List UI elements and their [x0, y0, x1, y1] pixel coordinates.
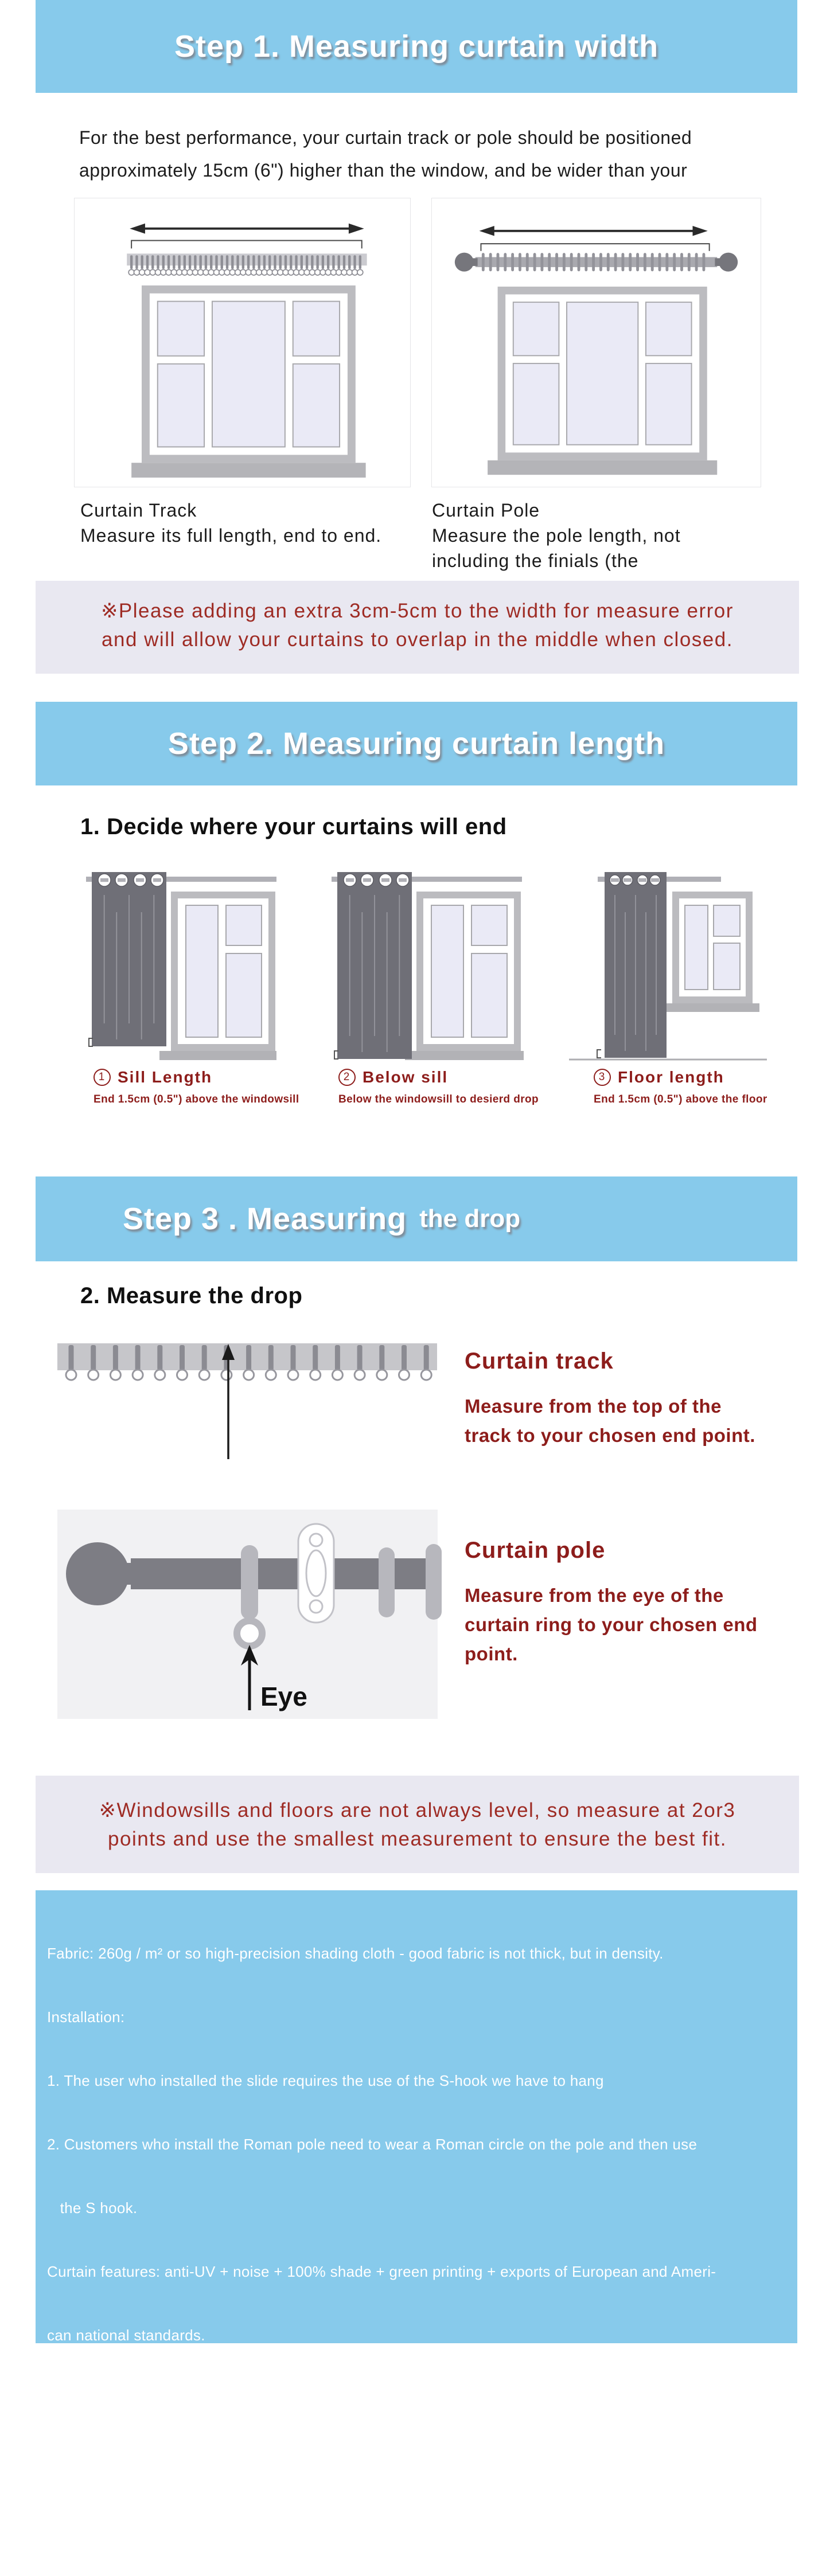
curtain-track-desc: Measure its full length, end to end.: [80, 525, 382, 546]
ring-eye-icon: [237, 1621, 262, 1646]
pole-desc-1: Measure from the eye of the: [465, 1585, 724, 1606]
windowsill: [131, 463, 366, 478]
below-sill-title: 2 Below sill: [338, 1068, 539, 1086]
step2-banner-text: Step 2. Measuring curtain length: [167, 726, 665, 761]
step3-banner-text: Step 3 . Measuring: [123, 1202, 407, 1236]
bracket-screw-top: [310, 1534, 322, 1546]
window-panes: [158, 302, 340, 447]
finial-right-icon: [719, 253, 738, 272]
sill-length-diagram: [86, 869, 278, 1064]
windowsill: [159, 1051, 276, 1060]
width-note-line-2: and will allow your curtains to overlap in the middle when closed.: [102, 628, 733, 651]
windowsill: [488, 460, 717, 475]
intro-line-2: approximately 15cm (6") higher than the window, and be wider than your: [79, 160, 688, 181]
info-fabric: Fabric: 260g / m² or so high-precision shading cloth - good fabric is not thick, but in density.: [47, 1945, 664, 1962]
end-point-bracket: [597, 1050, 601, 1058]
curtain-track-title: Curtain Track: [80, 500, 197, 521]
curtain-ring: [241, 1545, 258, 1620]
width-note-line-1: ※Please adding an extra 3cm-5cm to the width for measure error: [101, 600, 734, 622]
info-install-1: 1. The user who installed the slide requires the use of the S-hook we have to hang: [47, 2072, 604, 2089]
info-install-2b: the S hook.: [47, 2199, 138, 2217]
intro-paragraph: [79, 122, 692, 187]
curtain-track-instructions: [465, 1348, 755, 1450]
curtain-pole-heading: Curtain pole: [465, 1538, 606, 1563]
arrowhead-right-icon: [349, 224, 364, 234]
below-sill-desc: Below the windowsill to desierd drop: [338, 1093, 539, 1105]
curtain-track-label: [80, 498, 381, 548]
window-pole-diagram: [432, 198, 761, 487]
track-desc-1: Measure from the top of the: [465, 1396, 722, 1417]
info-maintenance: Curtain maintenance: support at room temperature machine wash - hand wash gently - dry cleaning: [47, 2454, 721, 2471]
sill-length-desc: End 1.5cm (0.5") above the windowsill: [93, 1093, 299, 1105]
floor-length-diagram: [569, 869, 767, 1064]
info-maintenance-2: - medium temperature ironing - can not be bleached - prohibited with sharp objects wash.: [47, 2518, 651, 2535]
info-installation: Installation:: [47, 2008, 125, 2026]
track-drop-illustration: [57, 1342, 437, 1462]
info-features-2: can national standards.: [47, 2327, 205, 2344]
eye-label: Eye: [260, 1682, 307, 1711]
curtain-ring: [379, 1547, 395, 1617]
arrowhead-left-icon: [480, 226, 494, 236]
arrowhead-right-icon: [693, 226, 708, 236]
measure-bracket: [481, 244, 709, 251]
arrowhead-left-icon: [130, 224, 145, 234]
window-pole-card: [431, 198, 761, 487]
floor-length-label: [594, 1068, 767, 1106]
curtain-pole-title: Curtain Pole: [432, 500, 540, 521]
curtain-pole-label: [432, 498, 681, 573]
below-sill-label: [338, 1068, 539, 1106]
step2-banner: [36, 702, 797, 785]
curtain-pole-instructions: [465, 1538, 758, 1668]
curtain-pole-desc-2: including the finials (the: [432, 550, 639, 571]
bracket-screw-bottom: [310, 1600, 322, 1613]
window-panes: [513, 302, 692, 445]
sill-length-label: [93, 1068, 299, 1106]
level-note-line-1: ※Windowsills and floors are not always level, so measure at 2or3: [99, 1799, 736, 1821]
track-desc-2: track to your chosen end point.: [465, 1425, 755, 1446]
product-info-block: [36, 1890, 797, 2535]
bracket-center: [306, 1550, 326, 1596]
window-track-card: [74, 198, 411, 487]
curtain-track-heading: Curtain track: [465, 1348, 614, 1374]
intro-line-1: For the best performance, your curtain track or pole should be positioned: [79, 127, 692, 148]
info-use: Curtain Use: School - Living Room - Bedroom - Kitchen - Office - Hotel - Villa.: [47, 2390, 572, 2407]
circled-number-1: 1: [93, 1069, 111, 1086]
pole-desc-3: point.: [465, 1643, 518, 1664]
windowsill: [667, 1003, 759, 1012]
step3-heading: 2. Measure the drop: [80, 1283, 303, 1308]
level-note: [36, 1776, 799, 1873]
floor-length-desc: End 1.5cm (0.5") above the floor: [594, 1093, 767, 1105]
pole-eye-illustration: [57, 1510, 438, 1719]
step2-heading: 1. Decide where your curtains will end: [80, 814, 507, 839]
level-note-line-2: points and use the smallest measurement to ensure the best fit.: [108, 1828, 727, 1850]
measure-bracket: [131, 241, 362, 249]
step3-banner: [36, 1176, 797, 1261]
finial-left-icon: [455, 253, 474, 272]
step3-banner-subtext: the drop: [419, 1205, 521, 1233]
info-install-2: 2. Customers who install the Roman pole need to wear a Roman circle on the pole and then use: [47, 2136, 697, 2153]
step1-banner-text: Step 1. Measuring curtain width: [174, 29, 659, 64]
window-track-diagram: [75, 198, 410, 487]
curtain-pole-desc-1: Measure the pole length, not: [432, 525, 681, 546]
sill-length-title: 1 Sill Length: [93, 1068, 299, 1086]
floor-length-title: 3 Floor length: [594, 1068, 767, 1086]
circled-number-2: 2: [338, 1069, 356, 1086]
below-sill-diagram: [332, 869, 524, 1064]
windowsill: [405, 1051, 524, 1060]
curtain-ring: [426, 1544, 442, 1620]
info-features: Curtain features: anti-UV + noise + 100% shade + green printing + exports of European and Ameri-: [47, 2263, 716, 2280]
pole-desc-2: curtain ring to your chosen end: [465, 1614, 758, 1635]
step1-banner: [36, 0, 797, 93]
width-note: [36, 581, 799, 674]
finial-ball-icon: [66, 1542, 129, 1605]
circled-number-3: 3: [594, 1069, 611, 1086]
